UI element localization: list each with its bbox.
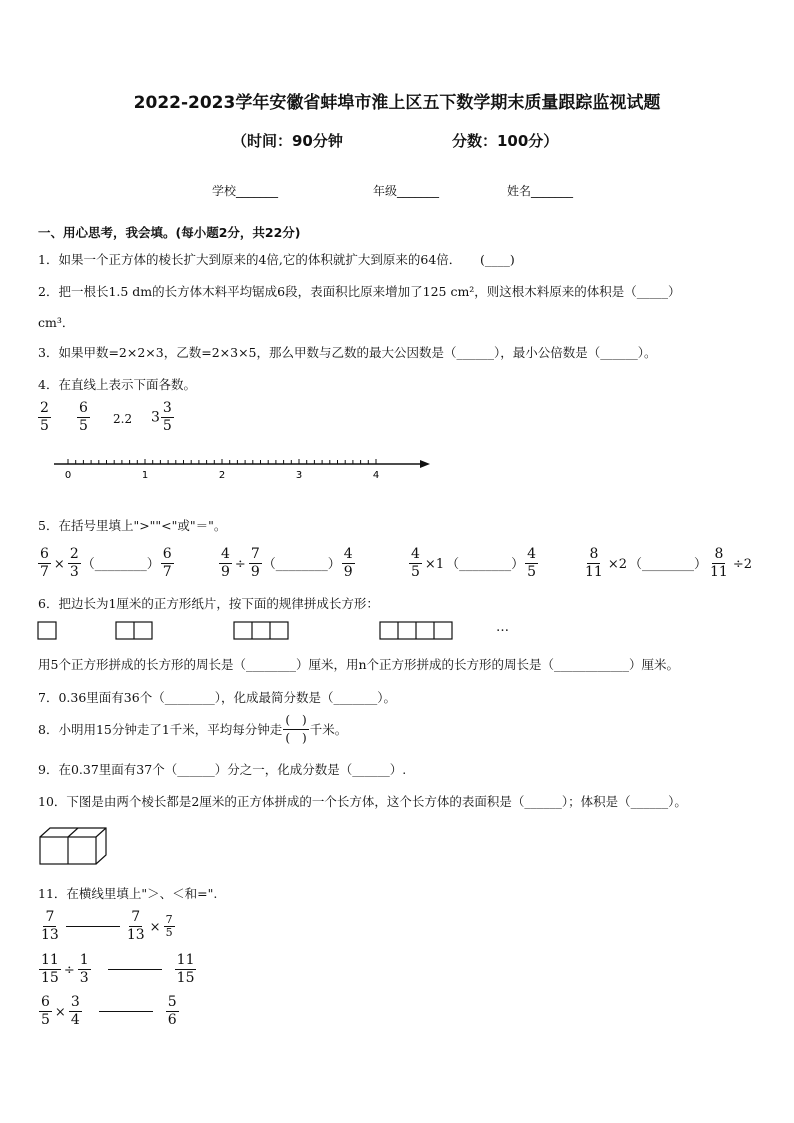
- question-5: 5．在括号里填上">""<"或"＝"。: [38, 518, 227, 533]
- compare-expression-1: $\frac{6}{7}$ × $\frac{2}{3}$ （________） $\frac{6}{7}$: [40, 546, 172, 580]
- grade-field[interactable]: 年级_______: [373, 184, 440, 198]
- name-field[interactable]: 姓名_______: [507, 184, 574, 198]
- answer-blank[interactable]: （________）: [629, 557, 708, 572]
- exam-score: 分数：100分）: [452, 132, 559, 150]
- school-field[interactable]: 学校_______: [212, 184, 279, 198]
- answer-blank[interactable]: （________）: [446, 557, 525, 572]
- answer-line[interactable]: [108, 969, 162, 970]
- tick-label: 0: [64, 470, 72, 481]
- answer-line[interactable]: [99, 1011, 153, 1012]
- section-heading: 一、用心思考，我会填。(每小题2分，共22分): [38, 225, 301, 240]
- arrow-icon: [420, 460, 430, 468]
- compare-expression-2: $\frac{4}{9}$ ÷ $\frac{7}{9}$ （________） $\frac{4}{9}$: [221, 546, 353, 580]
- compare-row-1: $\frac{7}{13}$ $\frac{7}{13}$ × $\frac{7}{5}$: [41, 909, 173, 943]
- compare-row-2: $\frac{11}{15}$ ÷ $\frac{1}{3}$ $\frac{11}{15}$: [41, 952, 195, 986]
- fraction-six-fifths: $\frac{6}{5}$: [79, 400, 88, 434]
- page-title: 2022-2023学年安徽省蚌埠市淮上区五下数学期末质量跟踪监视试题: [133, 93, 661, 113]
- question-11: 11．在横线里填上"＞、＜和=".: [38, 886, 218, 901]
- compare-row-3: $\frac{6}{5}$ × $\frac{3}{4}$ $\frac{5}{6}$: [41, 994, 177, 1028]
- number-line: [50, 452, 440, 482]
- tick-label: 3: [295, 470, 303, 481]
- exam-time: （时间：90分钟: [232, 132, 343, 150]
- mixed-number: 3 $\frac{3}{5}$: [151, 400, 172, 434]
- question-2: 2．把一根长1.5 dm的长方体木料平均锯成6段，表面积比原来增加了125 cm²，则这根木料原来的体积是（_____）: [38, 284, 681, 299]
- answer-blank[interactable]: （________）: [262, 557, 341, 572]
- question-3: 3．如果甲数=2×2×3，乙数=2×3×5，那么甲数与乙数的最大公因数是（______），最小公倍数是（______）。: [38, 345, 657, 360]
- question-6-text: 用5个正方形拼成的长方形的周长是（________）厘米，用n个正方形拼成的长方形的周长是（____________）厘米。: [38, 657, 680, 672]
- answer-line[interactable]: [66, 926, 120, 927]
- number-row: [37, 400, 52, 435]
- question-7: 7．0.36里面有36个（________），化成最简分数是（_______）。: [38, 690, 396, 705]
- question-4: 4．在直线上表示下面各数。: [38, 377, 196, 392]
- tick-label: 1: [141, 470, 149, 481]
- question-9: 9．在0.37里面有37个（______）分之一，化成分数是（______）.: [38, 762, 407, 777]
- fraction-two-fifths: $\frac{2}{5}$: [40, 400, 49, 434]
- question-6: 6．把边长为1厘米的正方形纸片，按下面的规律拼成长方形：: [38, 596, 379, 611]
- pattern-ellipsis: …: [496, 620, 509, 635]
- answer-blank[interactable]: （________）: [81, 557, 160, 572]
- square-pattern: [36, 620, 466, 642]
- compare-expression-3: $\frac{4}{5}$ ×1 （________） $\frac{4}{5}$: [411, 546, 537, 580]
- question-1: 1．如果一个正方体的棱长扩大到原来的4倍,它的体积就扩大到原来的64倍． (____): [38, 252, 515, 267]
- decimal-value: 2.2: [113, 412, 133, 426]
- question-2-unit: cm³．: [38, 315, 75, 330]
- question-10: 10．下图是由两个棱长都是2厘米的正方体拼成的一个长方体，这个长方体的表面积是（______）；体积是（______）。: [38, 794, 687, 809]
- tick-label: 4: [372, 470, 380, 481]
- compare-expression-4: $\frac{8}{11}$ ×2 （________） $\frac{8}{11}$ ÷2: [585, 546, 753, 580]
- tick-label: 2: [218, 470, 226, 481]
- cuboid-figure: [38, 826, 110, 866]
- question-8: 8．小明用15分钟走了1千米，平均每分钟走 $\frac{( )}{( )}$ 千米。: [38, 713, 348, 745]
